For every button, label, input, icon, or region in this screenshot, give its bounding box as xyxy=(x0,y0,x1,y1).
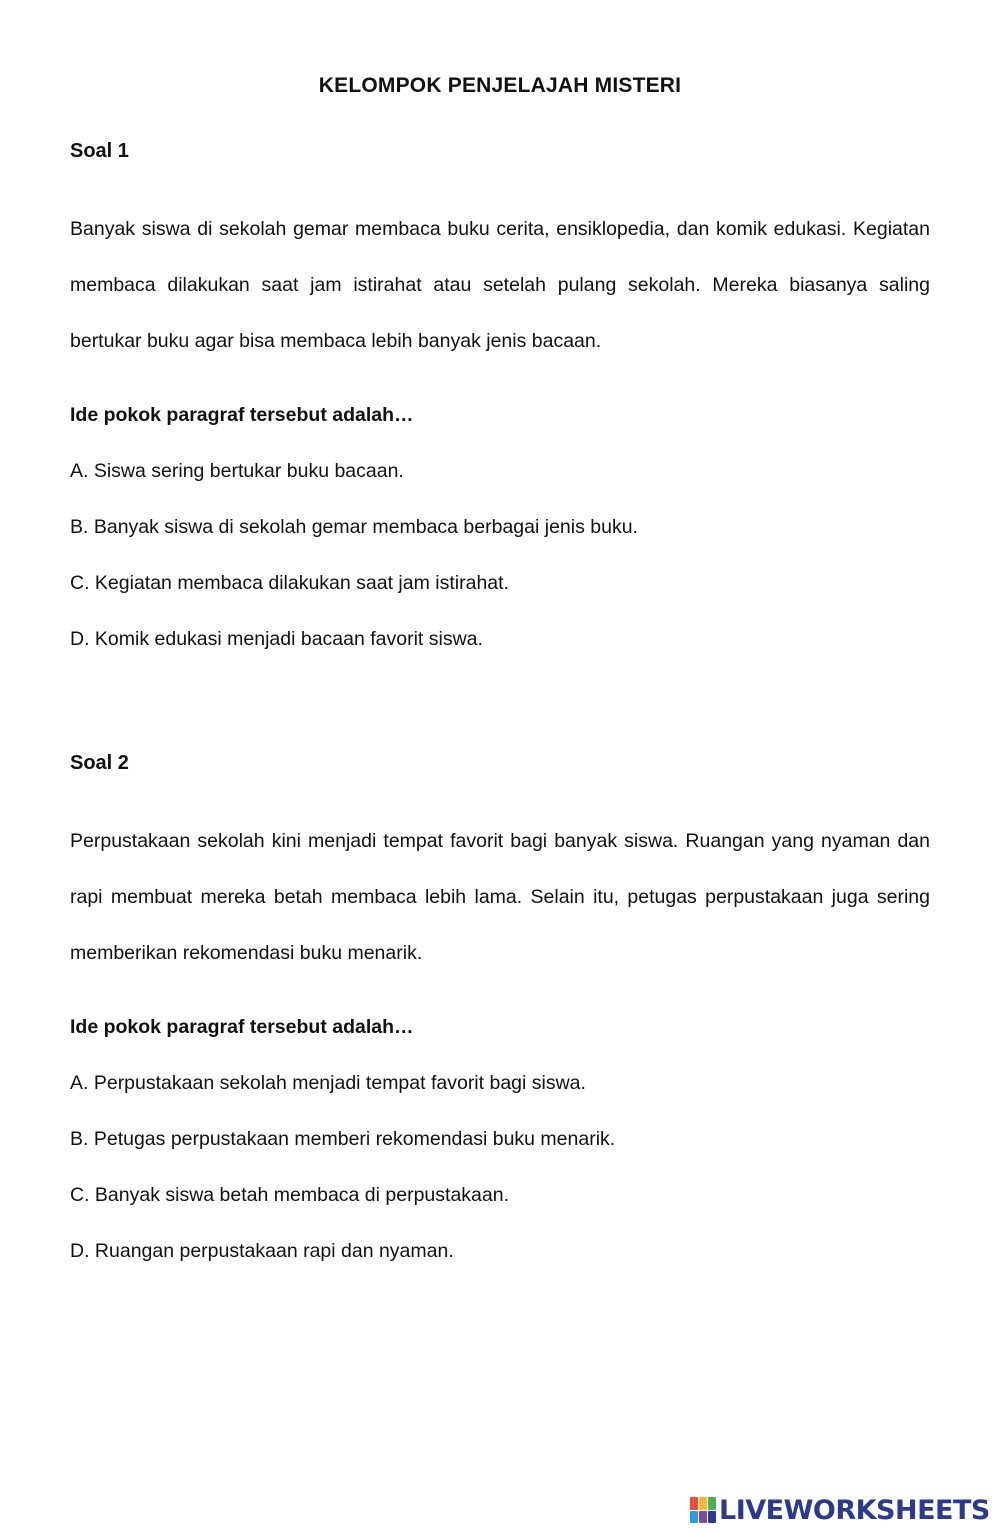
question-paragraph: Perpustakaan sekolah kini menjadi tempat favorit bagi banyak siswa. Ruangan yang nyaman dan rapi membuat mereka betah membaca lebih lama. Selain itu, petugas perpustakaan juga sering memberikan rekomendasi buku menarik. xyxy=(70,830,930,964)
answer-option-b[interactable]: B. Banyak siswa di sekolah gemar membaca berbagai jenis buku. xyxy=(70,516,638,538)
answer-option-c[interactable]: C. Banyak siswa betah membaca di perpustakaan. xyxy=(70,1184,509,1206)
liveworksheets-logo-icon xyxy=(690,1497,716,1523)
answer-options xyxy=(70,458,930,652)
brand-name: LIVEWORKSHEETS xyxy=(719,1494,990,1526)
answer-option-d[interactable]: D. Komik edukasi menjadi bacaan favorit siswa. xyxy=(70,628,483,650)
answer-option-d[interactable]: D. Ruangan perpustakaan rapi dan nyaman. xyxy=(70,1240,454,1262)
question-paragraph: Banyak siswa di sekolah gemar membaca buku cerita, ensiklopedia, dan komik edukasi. Kegiatan membaca dilakukan saat jam istirahat atau setelah pulang sekolah. Mereka biasanya saling bertukar buku agar bisa membaca lebih banyak jenis bacaan. xyxy=(70,218,930,352)
question-label: Soal 1 xyxy=(70,140,129,162)
question-prompt: Ide pokok paragraf tersebut adalah… xyxy=(70,404,414,426)
answer-option-a[interactable]: A. Siswa sering bertukar buku bacaan. xyxy=(70,460,404,482)
answer-option-b[interactable]: B. Petugas perpustakaan memberi rekomendasi buku menarik. xyxy=(70,1128,616,1150)
question-prompt: Ide pokok paragraf tersebut adalah… xyxy=(70,1016,414,1038)
answer-option-c[interactable]: C. Kegiatan membaca dilakukan saat jam istirahat. xyxy=(70,572,509,594)
liveworksheets-brand xyxy=(690,1493,990,1527)
answer-option-a[interactable]: A. Perpustakaan sekolah menjadi tempat favorit bagi siswa. xyxy=(70,1072,586,1094)
page-title: KELOMPOK PENJELAJAH MISTERI xyxy=(318,74,682,97)
question-label: Soal 2 xyxy=(70,752,129,774)
question-1 xyxy=(70,138,930,652)
answer-options xyxy=(70,1070,930,1264)
question-2 xyxy=(70,750,930,1264)
